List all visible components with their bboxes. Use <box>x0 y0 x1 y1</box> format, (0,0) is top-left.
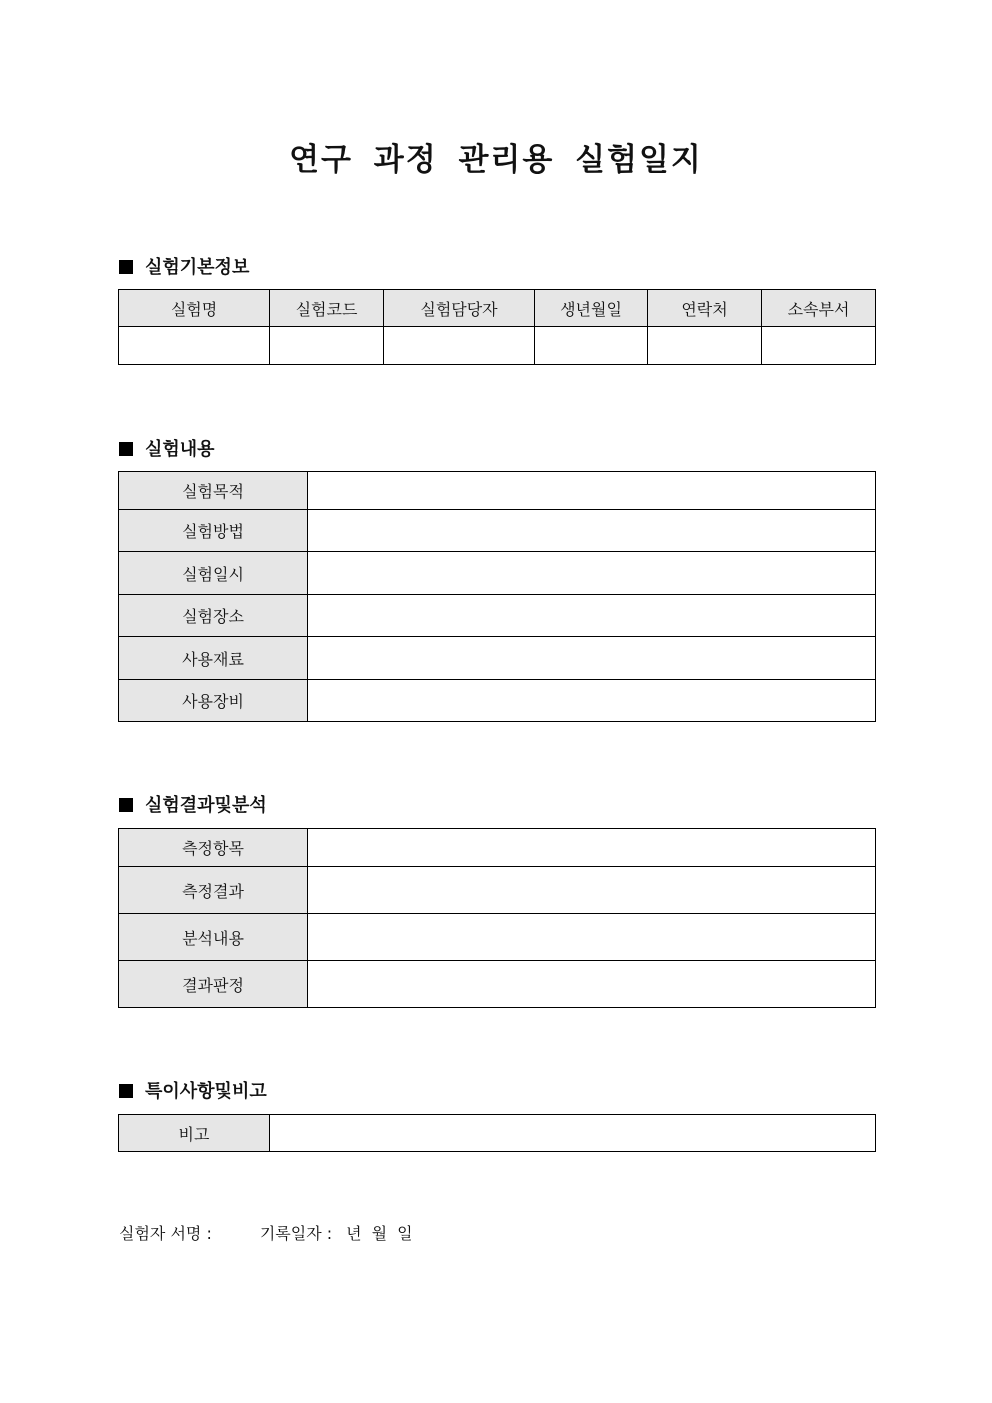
signature-label: 실험자 서명 : <box>119 1224 212 1243</box>
experiment-code-field[interactable] <box>270 327 384 365</box>
experiment-name-field[interactable] <box>119 327 270 365</box>
section-results-title <box>119 791 267 817</box>
header-department: 소속부서 <box>762 290 876 327</box>
section-content-title-text: 실험내용 <box>145 439 215 460</box>
label-purpose: 실험목적 <box>119 472 308 510</box>
table-row <box>119 552 876 595</box>
table-row <box>119 637 876 680</box>
contact-field[interactable] <box>648 327 762 365</box>
label-datetime: 실험일시 <box>119 552 308 595</box>
results-table <box>118 828 876 1008</box>
table-header-row <box>119 290 876 327</box>
location-field[interactable] <box>308 595 876 637</box>
square-bullet-icon <box>119 442 133 456</box>
header-contact: 연락처 <box>648 290 762 327</box>
section-content-title <box>119 435 215 461</box>
table-row <box>119 914 876 961</box>
label-location: 실험장소 <box>119 595 308 637</box>
table-row <box>119 867 876 914</box>
measurement-result-field[interactable] <box>308 867 876 914</box>
section-basic-title <box>119 253 249 279</box>
square-bullet-icon <box>119 260 133 274</box>
label-analysis: 분석내용 <box>119 914 308 961</box>
label-measurement-result: 측정결과 <box>119 867 308 914</box>
table-row <box>119 961 876 1008</box>
day-unit: 일 <box>397 1224 413 1243</box>
header-birth-date: 생년월일 <box>535 290 648 327</box>
equipment-field[interactable] <box>308 680 876 722</box>
birth-date-field[interactable] <box>535 327 648 365</box>
experiment-manager-field[interactable] <box>384 327 535 365</box>
table-row <box>119 327 876 365</box>
materials-field[interactable] <box>308 637 876 680</box>
label-materials: 사용재료 <box>119 637 308 680</box>
header-experiment-manager: 실험담당자 <box>384 290 535 327</box>
label-judgment: 결과판정 <box>119 961 308 1008</box>
remarks-field[interactable] <box>270 1115 876 1152</box>
square-bullet-icon <box>119 798 133 812</box>
document-title: 연구 과정 관리용 실험일지 <box>289 142 703 178</box>
label-remarks: 비고 <box>119 1115 270 1152</box>
square-bullet-icon <box>119 1084 133 1098</box>
year-unit: 년 <box>346 1224 362 1243</box>
header-experiment-code: 실험코드 <box>270 290 384 327</box>
header-experiment-name: 실험명 <box>119 290 270 327</box>
analysis-field[interactable] <box>308 914 876 961</box>
measurement-item-field[interactable] <box>308 829 876 867</box>
table-row <box>119 510 876 552</box>
notes-table <box>118 1114 876 1152</box>
label-measurement-item: 측정항목 <box>119 829 308 867</box>
section-notes-title-text: 특이사항및비고 <box>145 1081 267 1102</box>
table-row <box>119 595 876 637</box>
purpose-field[interactable] <box>308 472 876 510</box>
datetime-field[interactable] <box>308 552 876 595</box>
judgment-field[interactable] <box>308 961 876 1008</box>
table-row <box>119 1115 876 1152</box>
department-field[interactable] <box>762 327 876 365</box>
basic-info-table <box>118 289 876 365</box>
label-method: 실험방법 <box>119 510 308 552</box>
section-basic-title-text: 실험기본정보 <box>145 257 250 278</box>
date-label: 기록일자 : <box>259 1224 333 1243</box>
method-field[interactable] <box>308 510 876 552</box>
label-equipment: 사용장비 <box>119 680 308 722</box>
table-row <box>119 829 876 867</box>
section-notes-title <box>119 1077 267 1103</box>
table-row <box>119 680 876 722</box>
experiment-content-table <box>118 471 876 722</box>
section-results-title-text: 실험결과및분석 <box>145 795 267 816</box>
table-row <box>119 472 876 510</box>
month-unit: 월 <box>371 1224 388 1243</box>
signature-line <box>119 1221 413 1244</box>
